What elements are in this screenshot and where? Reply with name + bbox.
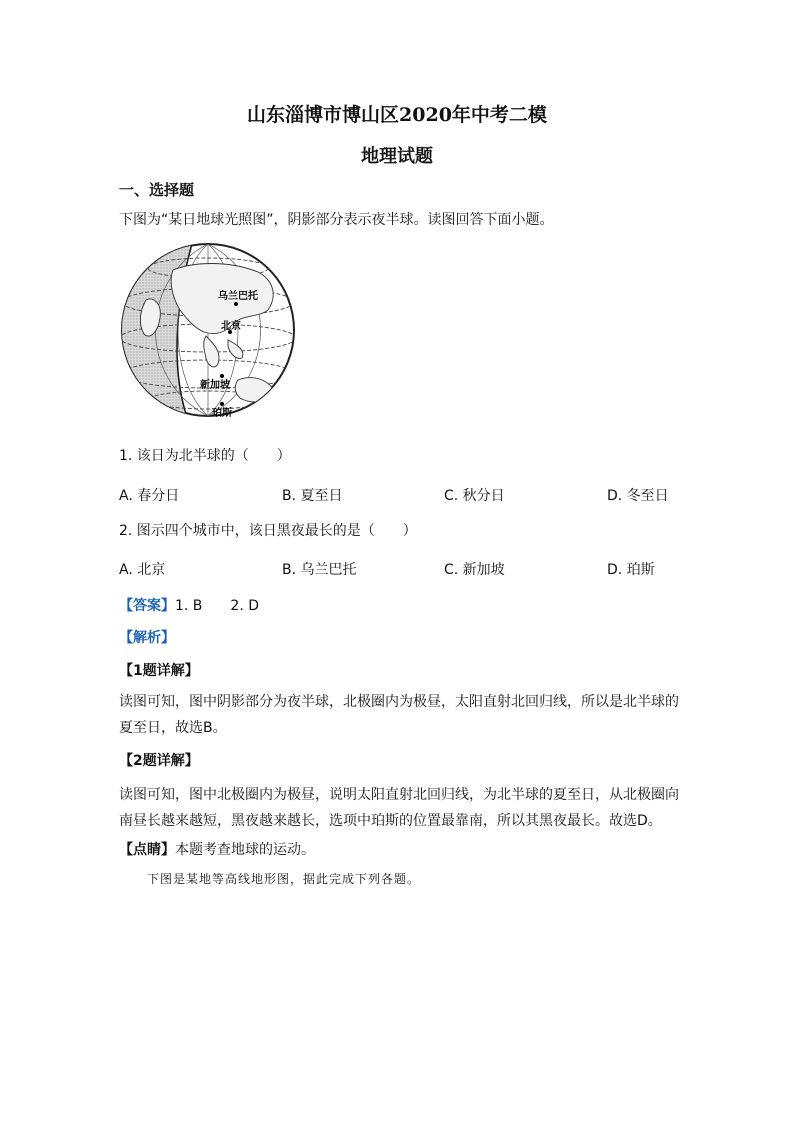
city-label-perth: 珀斯 xyxy=(212,408,232,419)
city-label-singapore: 新加坡 xyxy=(200,380,230,391)
question-1-stem: 1. 该日为北半球的（ ） xyxy=(119,448,291,464)
earth-illumination-figure xyxy=(118,240,298,420)
answer-label: 【答案】 xyxy=(119,598,175,614)
next-question-intro: 下图是某地等高线地形图，据此完成下列各题。 xyxy=(147,872,421,886)
city-label-beijing: 北京 xyxy=(221,321,241,332)
question-1-option-b[interactable]: B. 夏至日 xyxy=(282,488,343,504)
answer-row xyxy=(119,596,259,616)
q2-detail-text: 读图可知，图中北极圈内为极昼，说明太阳直射北回归线，为北半球的夏至日，从北极圈向南昼长越来越短，黑夜越来越长，选项中珀斯的位置最靠南，所以其黑夜最长。故选D。 xyxy=(119,787,679,829)
question-1-option-a[interactable]: A. 春分日 xyxy=(119,488,180,504)
q1-detail-text: 读图可知，图中阴影部分为夜半球，北极圈内为极昼，太阳直射北回归线，所以是北半球的夏至日，故选B。 xyxy=(119,694,679,736)
question-1-option-c[interactable]: C. 秋分日 xyxy=(444,488,505,504)
analysis-label: 【解析】 xyxy=(119,630,175,646)
question-2-option-a[interactable]: A. 北京 xyxy=(119,562,166,578)
question-2-option-c[interactable]: C. 新加坡 xyxy=(444,562,505,578)
tip-label: 【点睛】 xyxy=(119,842,175,858)
answer-value: 1. B 2. D xyxy=(175,598,259,614)
page-title: 山东淄博市博山区2020年中考二模 xyxy=(247,104,547,126)
question-intro: 下图为“某日地球光照图”，阴影部分表示夜半球。读图回答下面小题。 xyxy=(119,212,554,228)
q1-detail-label: 【1题详解】 xyxy=(119,663,199,679)
question-2-stem: 2. 图示四个城市中，该日黑夜最长的是（ ） xyxy=(119,523,417,539)
tip-row xyxy=(119,840,315,860)
question-1-option-d[interactable]: D. 冬至日 xyxy=(607,488,669,504)
page-subtitle: 地理试题 xyxy=(361,146,433,167)
section-heading: 一、选择题 xyxy=(119,181,195,199)
question-2-option-b[interactable]: B. 乌兰巴托 xyxy=(282,562,357,578)
question-2-option-d[interactable]: D. 珀斯 xyxy=(607,562,655,578)
city-label-ulaanbaatar: 乌兰巴托 xyxy=(218,291,258,302)
q2-detail-label: 【2题详解】 xyxy=(119,753,199,769)
tip-text: 本题考查地球的运动。 xyxy=(175,842,315,858)
